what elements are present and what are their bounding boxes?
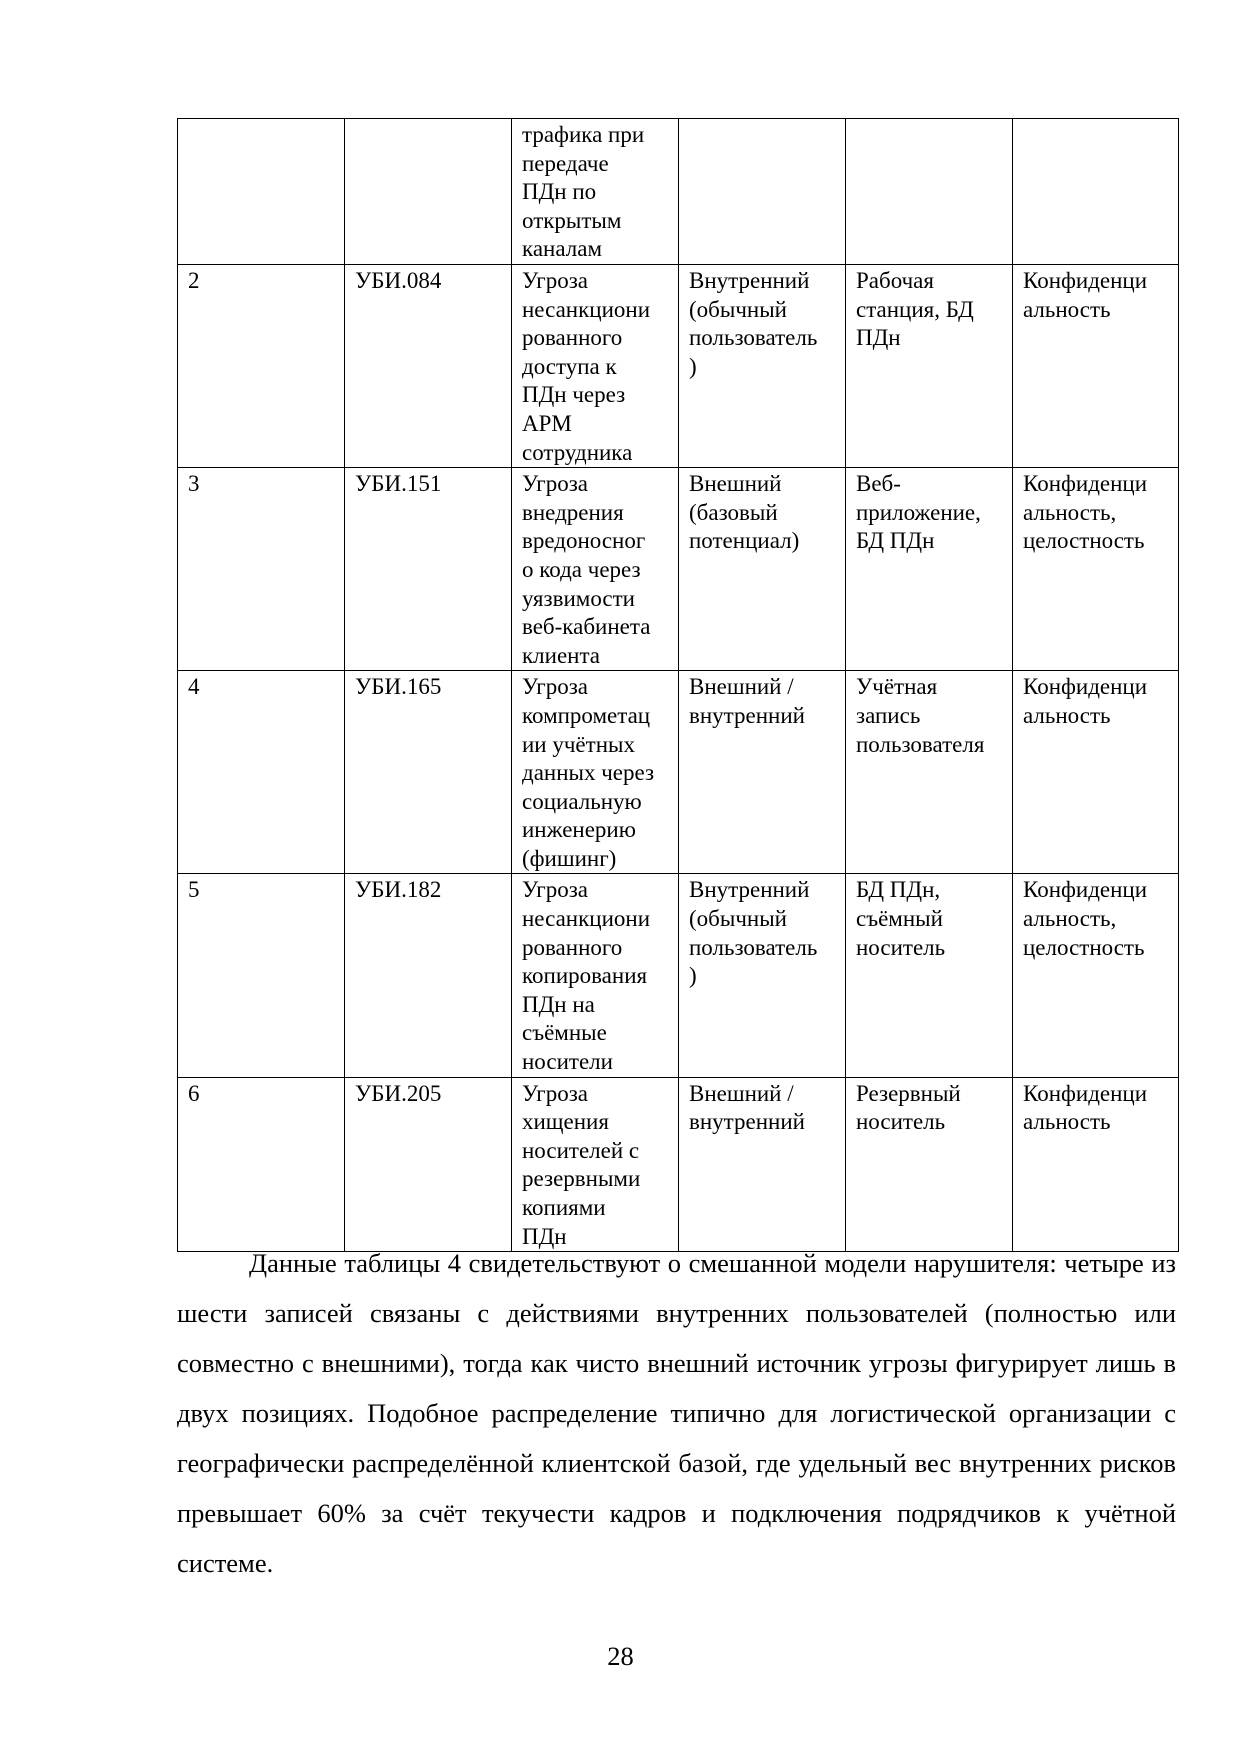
cell-violator: Внутренний (обычный пользователь ) [679,874,846,1077]
table-row [178,671,1179,874]
cell-threat-id: УБИ.205 [345,1077,512,1252]
cell-threat-description: Угроза хищения носителей с резервными копиями ПДн [512,1077,679,1252]
cell-threat-description: Угроза несанкциони рованного доступа к ПДн через АРМ сотрудника [512,265,679,468]
table-row [178,265,1179,468]
table-row [178,119,1179,265]
cell-violator: Внешний / внутренний [679,1077,846,1252]
cell-number: 3 [178,468,345,671]
cell-violator: Внутренний (обычный пользователь ) [679,265,846,468]
cell-number: 4 [178,671,345,874]
cell-threat-id [345,119,512,265]
cell-object: Веб- приложение, БД ПДн [846,468,1013,671]
cell-number: 5 [178,874,345,1077]
cell-threat-description: Угроза несанкциони рованного копирования ПДн на съёмные носители [512,874,679,1077]
cell-object [846,119,1013,265]
cell-threat-id: УБИ.151 [345,468,512,671]
cell-property: Конфиденци альность, целостность [1013,468,1179,671]
cell-object: Учётная запись пользователя [846,671,1013,874]
cell-property: Конфиденци альность, целостность [1013,874,1179,1077]
cell-violator: Внешний / внутренний [679,671,846,874]
cell-property [1013,119,1179,265]
cell-number [178,119,345,265]
cell-object: БД ПДн, съёмный носитель [846,874,1013,1077]
cell-property: Конфиденци альность [1013,1077,1179,1252]
cell-property: Конфиденци альность [1013,265,1179,468]
cell-violator: Внешний (базовый потенциал) [679,468,846,671]
cell-threat-id: УБИ.165 [345,671,512,874]
cell-threat-description: Угроза внедрения вредоносног о кода через уязвимости веб-кабинета клиента [512,468,679,671]
cell-threat-id: УБИ.084 [345,265,512,468]
cell-threat-description: Угроза компрометац ии учётных данных через социальную инженерию (фишинг) [512,671,679,874]
cell-object: Рабочая станция, БД ПДн [846,265,1013,468]
cell-threat-id: УБИ.182 [345,874,512,1077]
cell-threat-description: трафика при передаче ПДн по открытым каналам [512,119,679,265]
table-row [178,468,1179,671]
cell-violator [679,119,846,265]
table-row [178,874,1179,1077]
cell-property: Конфиденци альность [1013,671,1179,874]
cell-object: Резервный носитель [846,1077,1013,1252]
body-paragraph: Данные таблицы 4 свидетельствуют о смешанной модели нарушителя: четыре из шести записей связаны с действиями внутренних пользователей (полностью или совместно с внешними), тогда как чисто внешний источник угрозы фигурирует лишь в двух позициях. Подобное распределение типично для логистической организации с географически распределённой клиентской базой, где удельный вес внутренних рисков превышает 60% за счёт текучести кадров и подключения подрядчиков к учётной системе. [177,1248,1176,1578]
threats-table [177,118,1179,1252]
cell-number: 2 [178,265,345,468]
table-row [178,1077,1179,1252]
page-number: 28 [607,1641,634,1671]
cell-number: 6 [178,1077,345,1252]
